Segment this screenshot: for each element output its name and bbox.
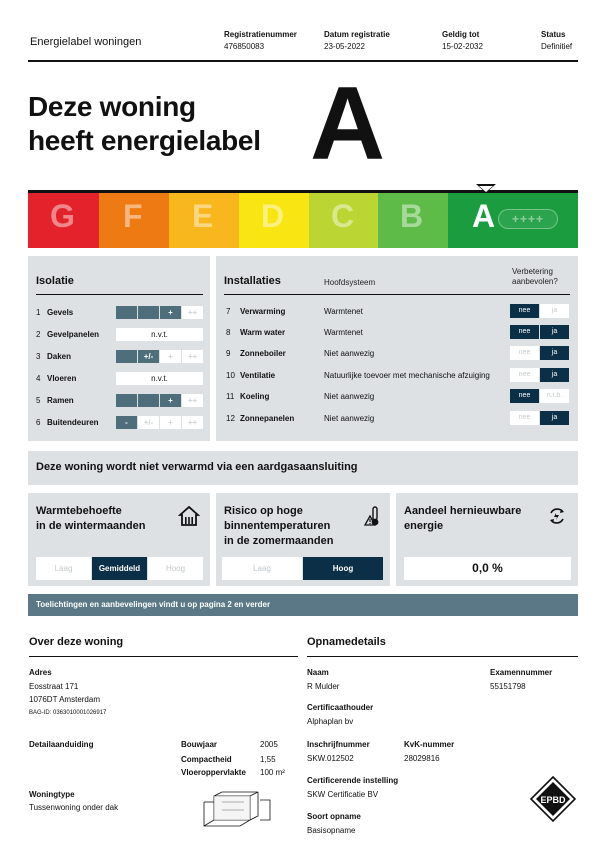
option-laag: Laag (36, 557, 91, 580)
isolatie-row-label: Vloeren (47, 374, 77, 383)
verbetering-header (512, 267, 558, 287)
gas-banner: Deze woning wordt niet verwarmd via een aardgasaansluiting (28, 451, 578, 485)
hernieuwbaar-card (396, 493, 578, 586)
header-registratienummer (224, 30, 297, 51)
isolatie-row-value: n.v.t. (116, 372, 203, 385)
isolatie-row-label: Ramen (47, 396, 74, 405)
header-value: 476850083 (224, 42, 265, 51)
verbetering-toggle (510, 389, 569, 403)
header-geldig-tot (442, 30, 483, 51)
isolatie-row-label: Gevels (47, 308, 74, 317)
examennummer-label: Examennummer (490, 668, 553, 677)
rating-cell: +/- (138, 416, 159, 429)
installatie-row-number: 12 (226, 414, 235, 423)
option-gemiddeld: Gemiddeld (92, 557, 147, 580)
active-pointer-inner (479, 186, 493, 192)
isolatie-row-number: 4 (36, 374, 41, 383)
opname-title: Opnamedetails (307, 636, 386, 648)
naam-label: Naam (307, 668, 329, 677)
card-title-line: in de wintermaanden (36, 520, 146, 532)
header-value: 23-05-2022 (324, 42, 365, 51)
scale-segment-c (309, 190, 378, 248)
toggle-nee: nee (510, 368, 539, 382)
compactheid-label: Compactheid (181, 755, 232, 764)
isolatie-row-number: 5 (36, 396, 41, 405)
installatie-row-value: Niet aanwezig (324, 349, 375, 358)
verbetering-toggle (510, 346, 569, 360)
rating-cell: ++ (182, 306, 203, 319)
house-heating-icon (178, 505, 200, 527)
isolatie-rating-bar (116, 306, 203, 319)
thermometer-warning-icon (362, 505, 384, 527)
bouwjaar-label: Bouwjaar (181, 740, 218, 749)
installatie-row-value: Warmtenet (324, 328, 363, 337)
installatie-row-value: Niet aanwezig (324, 414, 375, 423)
installatie-row-number: 10 (226, 371, 235, 380)
hero-energy-label: A (310, 66, 386, 182)
detailaanduiding-label: Detailaanduiding (29, 740, 94, 749)
isolatie-rating-bar (116, 350, 203, 363)
rating-cell (116, 306, 137, 319)
installatie-row-number: 9 (226, 349, 231, 358)
vloeroppervlakte-value: 100 m² (260, 768, 285, 777)
isolatie-title: Isolatie (36, 275, 74, 287)
installatie-row-label: Warm water (240, 328, 286, 337)
option-hoog: Hoog (148, 557, 203, 580)
vloeroppervlakte-label: Vloeroppervlakte (181, 768, 246, 777)
certificaathouder-value: Alphaplan bv (307, 717, 354, 726)
plus-indicator: ++++ (498, 209, 558, 229)
rating-cell: + (160, 394, 181, 407)
option-hoog: Hoog (303, 557, 383, 580)
toggle-nee: nee (510, 411, 539, 425)
card-title-line: Risico op hoge (224, 505, 303, 517)
warmtebehoefte-scale (36, 557, 203, 580)
toggle-ja: ja (540, 346, 569, 360)
rating-cell: ++ (182, 350, 203, 363)
scale-segment-b (378, 190, 448, 248)
inschrijfnummer-label: Inschrijfnummer (307, 740, 370, 749)
adres-label: Adres (29, 668, 52, 677)
card-title-line: Warmtebehoefte (36, 505, 122, 517)
isolatie-row-label: Gevelpanelen (47, 330, 100, 339)
verbetering-toggle (510, 325, 569, 339)
scale-segment-f (99, 190, 169, 248)
toggle-ja: ja (540, 368, 569, 382)
installatie-row-value: Niet aanwezig (324, 392, 375, 401)
header-status (541, 30, 572, 51)
rating-cell: + (160, 306, 181, 319)
toggle-ja: ja (540, 304, 569, 318)
scale-letter: G (50, 198, 75, 234)
tussenwoning-icon (200, 790, 272, 828)
header-value: Definitief (541, 42, 573, 51)
verbetering-header-line-1: Verbetering (512, 267, 553, 276)
kvk-label: KvK-nummer (404, 740, 455, 749)
adres-postcode: 1076DT Amsterdam (29, 695, 100, 704)
installaties-divider (224, 294, 570, 295)
scale-segment-e (169, 190, 239, 248)
card-title-line: Aandeel hernieuwbare (404, 505, 522, 517)
isolatie-row-number: 1 (36, 308, 41, 317)
rating-cell: - (116, 416, 137, 429)
isolatie-row-number: 6 (36, 418, 41, 427)
installatie-row-number: 8 (226, 328, 231, 337)
scale-letter: F (123, 198, 143, 234)
hero-heading (28, 90, 261, 158)
soort-opname-label: Soort opname (307, 812, 361, 821)
inschrijfnummer-value: SKW.012502 (307, 754, 354, 763)
scale-letter: C (331, 198, 355, 234)
scale-letter-active: A (472, 198, 496, 234)
hero-line-2: heeft energielabel (28, 125, 261, 156)
woningtype-label: Woningtype (29, 790, 75, 799)
kvk-value: 28029816 (404, 754, 440, 763)
option-laag: Laag (222, 557, 302, 580)
installatie-row-value: Natuurlijke toevoer met mechanische afzuiging (324, 371, 490, 380)
installatie-row-value: Warmtenet (324, 307, 363, 316)
certificerende-instelling-value: SKW Certificatie BV (307, 790, 379, 799)
rating-cell: ++ (182, 394, 203, 407)
isolatie-rating-bar (116, 416, 203, 429)
document-header (28, 26, 578, 62)
installatie-row-label: Ventilatie (240, 371, 276, 380)
over-woning-title: Over deze woning (29, 636, 124, 648)
opname-divider (307, 656, 578, 657)
rating-cell: + (160, 416, 181, 429)
toggle-nee: nee (510, 346, 539, 360)
scale-segment-d (239, 190, 309, 248)
card-title-line: binnentemperaturen (224, 520, 331, 532)
header-label: Geldig tot (442, 30, 480, 39)
naam-value: R Mulder (307, 682, 340, 691)
warmtebehoefte-title (36, 504, 145, 534)
toggle-ja: ja (540, 325, 569, 339)
isolatie-rating-bar (116, 394, 203, 407)
rating-cell: +/- (138, 350, 159, 363)
isolatie-row-value: n.v.t. (116, 328, 203, 341)
isolatie-row-label: Buitendeuren (47, 418, 99, 427)
scale-letter: E (192, 198, 214, 234)
over-woning-divider (29, 656, 298, 657)
bouwjaar-value: 2005 (260, 740, 278, 749)
risico-scale (222, 557, 383, 580)
toelichting-bar: Toelichtingen en aanbevelingen vindt u op pagina 2 en verder (28, 594, 578, 616)
rating-cell: + (160, 350, 181, 363)
rating-cell (138, 394, 159, 407)
risico-card (216, 493, 390, 586)
verbetering-toggle (510, 368, 569, 382)
certificaathouder-label: Certificaathouder (307, 703, 374, 712)
epbd-logo-text: EPBD (540, 795, 566, 805)
hernieuwbaar-title (404, 504, 521, 534)
installatie-row-label: Koeling (240, 392, 270, 401)
certificerende-instelling-label: Certificerende instelling (307, 776, 399, 785)
scale-segment-g (28, 190, 99, 248)
energy-label-scale (28, 190, 578, 248)
verbetering-header-line-2: aanbevolen? (512, 277, 558, 286)
header-label: Status (541, 30, 566, 39)
header-value: 15-02-2032 (442, 42, 483, 51)
scale-letter: D (261, 198, 285, 234)
toggle-ja: n.t.b. (540, 389, 569, 403)
header-datum-registratie (324, 30, 390, 51)
toggle-ja: ja (540, 411, 569, 425)
rating-cell (116, 350, 137, 363)
isolatie-row-label: Daken (47, 352, 72, 361)
document-title: Energielabel woningen (30, 36, 142, 48)
card-title-line: energie (404, 520, 444, 532)
toggle-nee: nee (510, 389, 539, 403)
risico-title (224, 504, 333, 549)
installatie-row-label: Verwarming (240, 307, 286, 316)
woningtype-value: Tussenwoning onder dak (29, 803, 119, 812)
installaties-panel (216, 256, 578, 441)
hernieuwbaar-value: 0,0 % (404, 557, 571, 580)
isolatie-panel (28, 256, 210, 441)
card-title-line: in de zomermaanden (224, 535, 334, 547)
examennummer-value: 55151798 (490, 682, 526, 691)
header-label: Datum registratie (324, 30, 390, 39)
installatie-row-label: Zonnepanelen (240, 414, 295, 423)
soort-opname-value: Basisopname (307, 826, 356, 835)
epbd-logo-icon (528, 774, 578, 824)
installatie-row-label: Zonneboiler (240, 349, 286, 358)
renewable-energy-icon (546, 505, 568, 527)
bag-id: BAG-ID: 0363010001026917 (29, 710, 107, 716)
isolatie-row-number: 2 (36, 330, 41, 339)
rating-cell (116, 394, 137, 407)
installaties-title: Installaties (224, 275, 281, 287)
toggle-nee: nee (510, 325, 539, 339)
installatie-row-number: 7 (226, 307, 231, 316)
rating-cell (138, 306, 159, 319)
hoofdsysteem-header: Hoofdsysteem (324, 278, 376, 287)
adres-straat: Eosstraat 171 (29, 682, 79, 691)
header-label: Registratienummer (224, 30, 297, 39)
verbetering-toggle (510, 411, 569, 425)
warmtebehoefte-card (28, 493, 210, 586)
toggle-nee: nee (510, 304, 539, 318)
installatie-row-number: 11 (226, 392, 235, 401)
rating-cell: ++ (182, 416, 203, 429)
compactheid-value: 1,55 (260, 755, 276, 764)
hero-line-1: Deze woning (28, 91, 196, 122)
scale-letter: B (400, 198, 424, 234)
isolatie-row-number: 3 (36, 352, 41, 361)
verbetering-toggle (510, 304, 569, 318)
isolatie-divider (36, 294, 203, 295)
